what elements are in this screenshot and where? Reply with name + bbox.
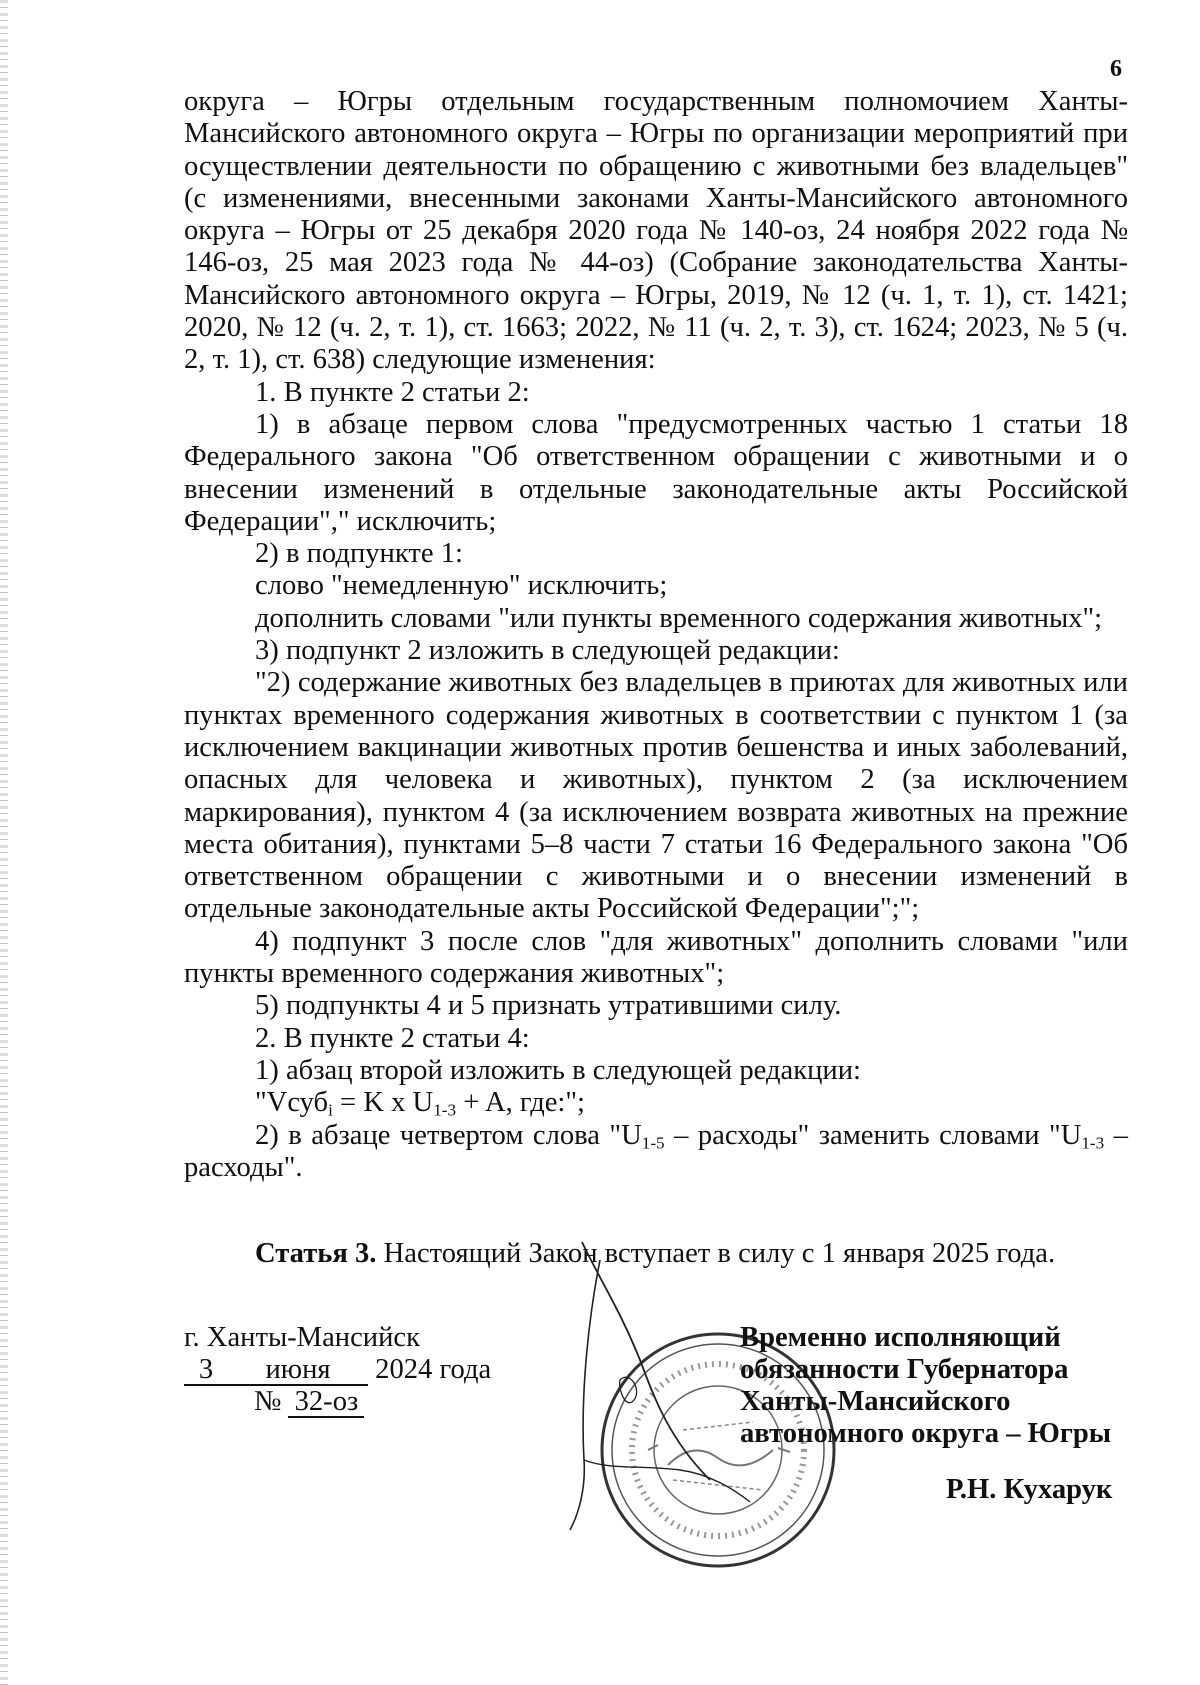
abzac-4-part2: – расходы" заменить словами "U [664,1119,1082,1151]
paragraph-abzac-2: 1) абзац второй изложить в следующей редакции: [255,1054,861,1086]
formula-sub-range: 1-3 [433,1100,457,1120]
paragraph-subpoint-2: 2) в подпункте 1: [255,538,463,570]
place-date-block [184,1322,491,1418]
date-day: 3 [184,1355,228,1386]
article-3-text: Настоящий Закон вступает в силу с 1 января 2025 года. [376,1238,1056,1269]
paragraph-amendment-intro: округа – Югры отдельным государственным полномочием Ханты-Мансийского автономного округа – Югры по организации мероприятий при осуществлении деятельности по обращению с животными без владельцев" (с изменениями, внесенными законами Ханты-Мансийского автономного округа – Югры от 25 декабря 2020 года № 140-оз, 24 ноября 2022 года № 146-оз, 25 мая 2023 года № 44-оз) (Собрание законодательства Ханты-Мансийского автономного округа – Югры, 2019, № 12 (ч. 1, т. 1), ст. 1421; 2020, № 12 (ч. 2, т. 1), ст. 1663; 2022, № 11 (ч. 2, т. 3), ст. 1624; 2023, № 5 (ч. 2, т. 1), ст. 638) следующие изменения: [184,86,1128,376]
page-number: 6 [1110,56,1122,82]
paragraph-subpoint-1: 1) в абзаце первом слова "предусмотренных частью 1 статьи 18 Федерального закона "Об ответственном обращении с животными и о внесении изменений в отдельные законодательные акты Российской Федерации"," исключить; [184,408,1128,537]
law-number-label: № [254,1386,289,1417]
paragraph-new-wording: "2) содержание животных без владельцев в приютах для животных или пунктах временного содержания животных в соответствии с пунктом 1 (за исключением вакцинации животных против бешенства и иных заболеваний, опасных для человека и животных), пунктом 2 (за исключением маркирования), пунктом 4 (за исключением возврата животных на прежние места обитания), пунктами 5–8 части 7 статьи 16 Федерального закона "Об ответственном обращении с животными и о внесении изменений в отдельные законодательные акты Российской Федерации";"; [184,667,1128,925]
scan-edge [0,0,8,1685]
document-body [184,86,1128,1184]
date-line [184,1354,491,1386]
article-3-heading: Статья 3. [255,1238,377,1269]
governor-line-2: обязанности Губернатора [740,1354,1069,1385]
formula-suffix: + A, где:"; [456,1087,585,1119]
signer-name: Р.Н. Кухарук [946,1474,1113,1505]
date-year: 2024 года [368,1354,492,1385]
abzac-4-sub2: 1-3 [1081,1132,1105,1152]
abzac-4-part1: 2) в абзаце четвертом слова "U [255,1119,642,1151]
formula-prefix: "Vсуб [255,1087,329,1119]
paragraph-point-2: 2. В пункте 2 статьи 4: [255,1022,530,1054]
date-month: июня [228,1355,368,1386]
paragraph-word-exclude: слово "немедленную" исключить; [255,570,668,602]
governor-line-1: Временно исполняющий [740,1322,1061,1353]
formula-line [184,1087,1128,1119]
paragraph-abzac-4 [184,1120,1128,1185]
formula-sub-i: i [328,1100,333,1120]
city: г. Ханты-Мансийск [184,1322,420,1353]
governor-line-4: автономного округа – Югры [740,1418,1112,1449]
abzac-4-sub1: 1-5 [641,1132,665,1152]
paragraph-subpoint-5: 5) подпункты 4 и 5 признать утратившими силу. [255,990,842,1022]
abzac-4-part3: – расходы". [184,1119,1128,1183]
paragraph-subpoint-4: 4) подпункт 3 после слов "для животных" дополнить словами "или пункты временного содержания животных"; [184,925,1128,990]
paragraph-point-1: 1. В пункте 2 статьи 2: [255,376,530,408]
governor-line-3: Ханты-Мансийского [740,1386,1011,1417]
paragraph-subpoint-3: 3) подпункт 2 изложить в следующей редакции: [255,635,840,667]
handwritten-signature [560,1240,760,1550]
governor-title-block [740,1322,1111,1450]
law-number: 32-оз [288,1387,364,1418]
paragraph-word-add: дополнить словами "или пункты временного содержания животных"; [255,602,1103,634]
law-number-line [184,1386,491,1418]
formula-middle: = K x U [332,1087,434,1119]
